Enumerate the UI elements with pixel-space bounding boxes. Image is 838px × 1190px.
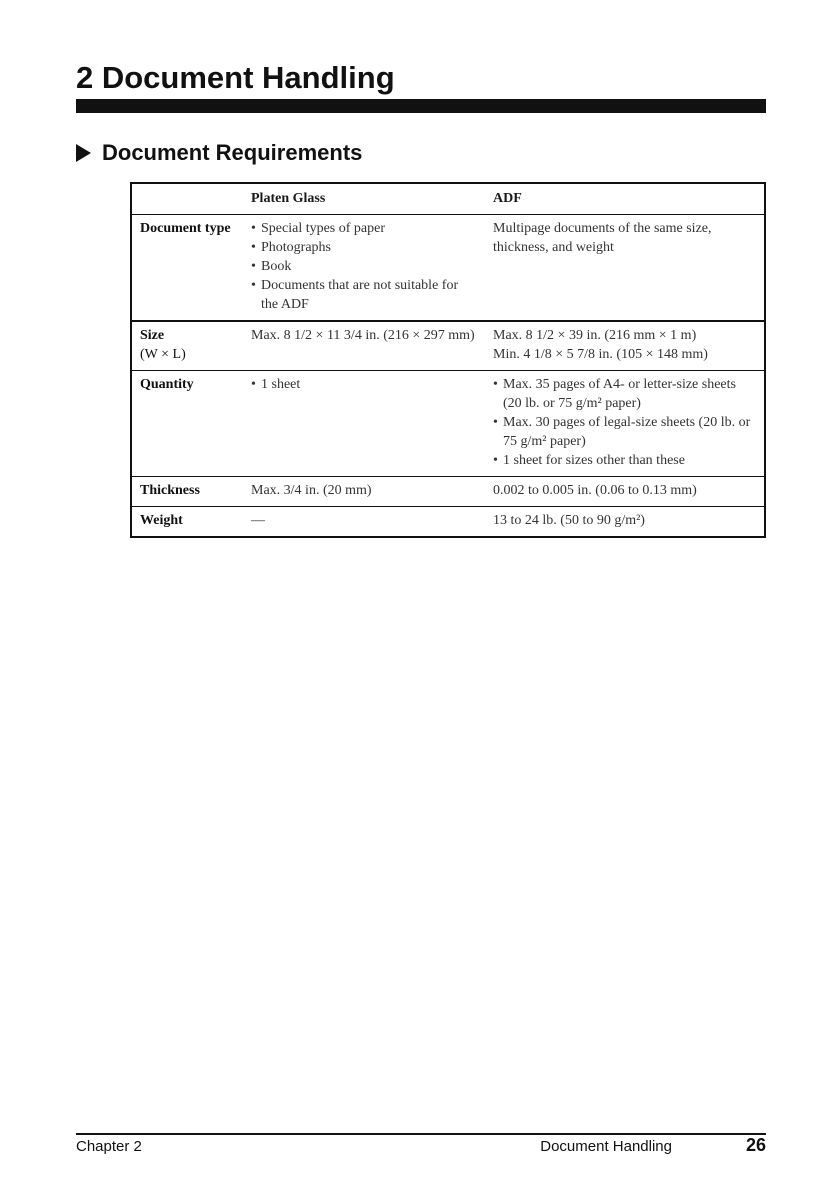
footer-chapter: Chapter 2 [76, 1138, 142, 1155]
cell-size-platen [243, 321, 485, 371]
row-label-quantity: Quantity [140, 377, 194, 392]
list-item: • Max. 30 pages of legal-size sheets (20 lb. or 75 g/m² paper) [493, 413, 756, 451]
cell-document-type-platen [243, 215, 485, 322]
cell-weight-adf [485, 507, 765, 538]
document-requirements-table [130, 182, 766, 538]
row-label-size [131, 321, 243, 371]
footer-section: Document Handling [540, 1138, 672, 1155]
list-item: • Max. 35 pages of A4- or letter-size sheets (20 lb. or 75 g/m² paper) [493, 375, 756, 413]
cell-text: Max. 3/4 in. (20 mm) [251, 483, 372, 498]
cell-thickness-adf [485, 477, 765, 507]
list-item: • Documents that are not suitable for the ADF [251, 276, 477, 314]
table-row-size [131, 321, 765, 371]
list-item: • Book [251, 257, 477, 276]
right-triangle-bullet-icon [76, 144, 91, 162]
list-item: • 1 sheet for sizes other than these [493, 451, 756, 470]
cell-document-type-adf [485, 215, 765, 322]
cell-size-adf [485, 321, 765, 371]
table-row-weight [131, 507, 765, 538]
row-label-document-type: Document type [140, 221, 231, 236]
list-item: • Special types of paper [251, 219, 477, 238]
title-rule [76, 99, 766, 113]
table-row-thickness [131, 477, 765, 507]
cell-text: 0.002 to 0.005 in. (0.06 to 0.13 mm) [493, 483, 697, 498]
section-heading [76, 138, 362, 168]
cell-text: Min. 4 1/8 × 5 7/8 in. (105 × 148 mm) [493, 347, 708, 362]
row-sublabel-size: (W × L) [140, 347, 186, 362]
header-row-label [131, 183, 243, 215]
section-heading-text: Document Requirements [102, 140, 363, 165]
table-row-document-type [131, 215, 765, 322]
table-row-quantity [131, 371, 765, 477]
cell-weight-platen [243, 507, 485, 538]
cell-thickness-platen [243, 477, 485, 507]
cell-text: Max. 8 1/2 × 39 in. (216 mm × 1 m) [493, 328, 697, 343]
row-label-thickness: Thickness [140, 483, 200, 498]
list-item: • 1 sheet [251, 375, 477, 394]
header-adf: ADF [485, 183, 765, 215]
cell-text: — [251, 513, 265, 528]
list-item: • Photographs [251, 238, 477, 257]
cell-quantity-platen [243, 371, 485, 477]
table-header-row [131, 183, 765, 215]
row-label-weight: Weight [140, 513, 183, 528]
footer-rule [76, 1133, 766, 1135]
cell-text: Multipage documents of the same size, thickness, and weight [493, 221, 712, 255]
chapter-title: 2 Document Handling [76, 60, 395, 95]
page-number: 26 [745, 1135, 766, 1155]
row-label-size-text: Size [140, 328, 165, 343]
cell-text: 13 to 24 lb. (50 to 90 g/m²) [493, 513, 645, 528]
cell-text: Max. 8 1/2 × 11 3/4 in. (216 × 297 mm) [251, 328, 475, 343]
cell-quantity-adf [485, 371, 765, 477]
header-platen-glass: Platen Glass [243, 183, 485, 215]
